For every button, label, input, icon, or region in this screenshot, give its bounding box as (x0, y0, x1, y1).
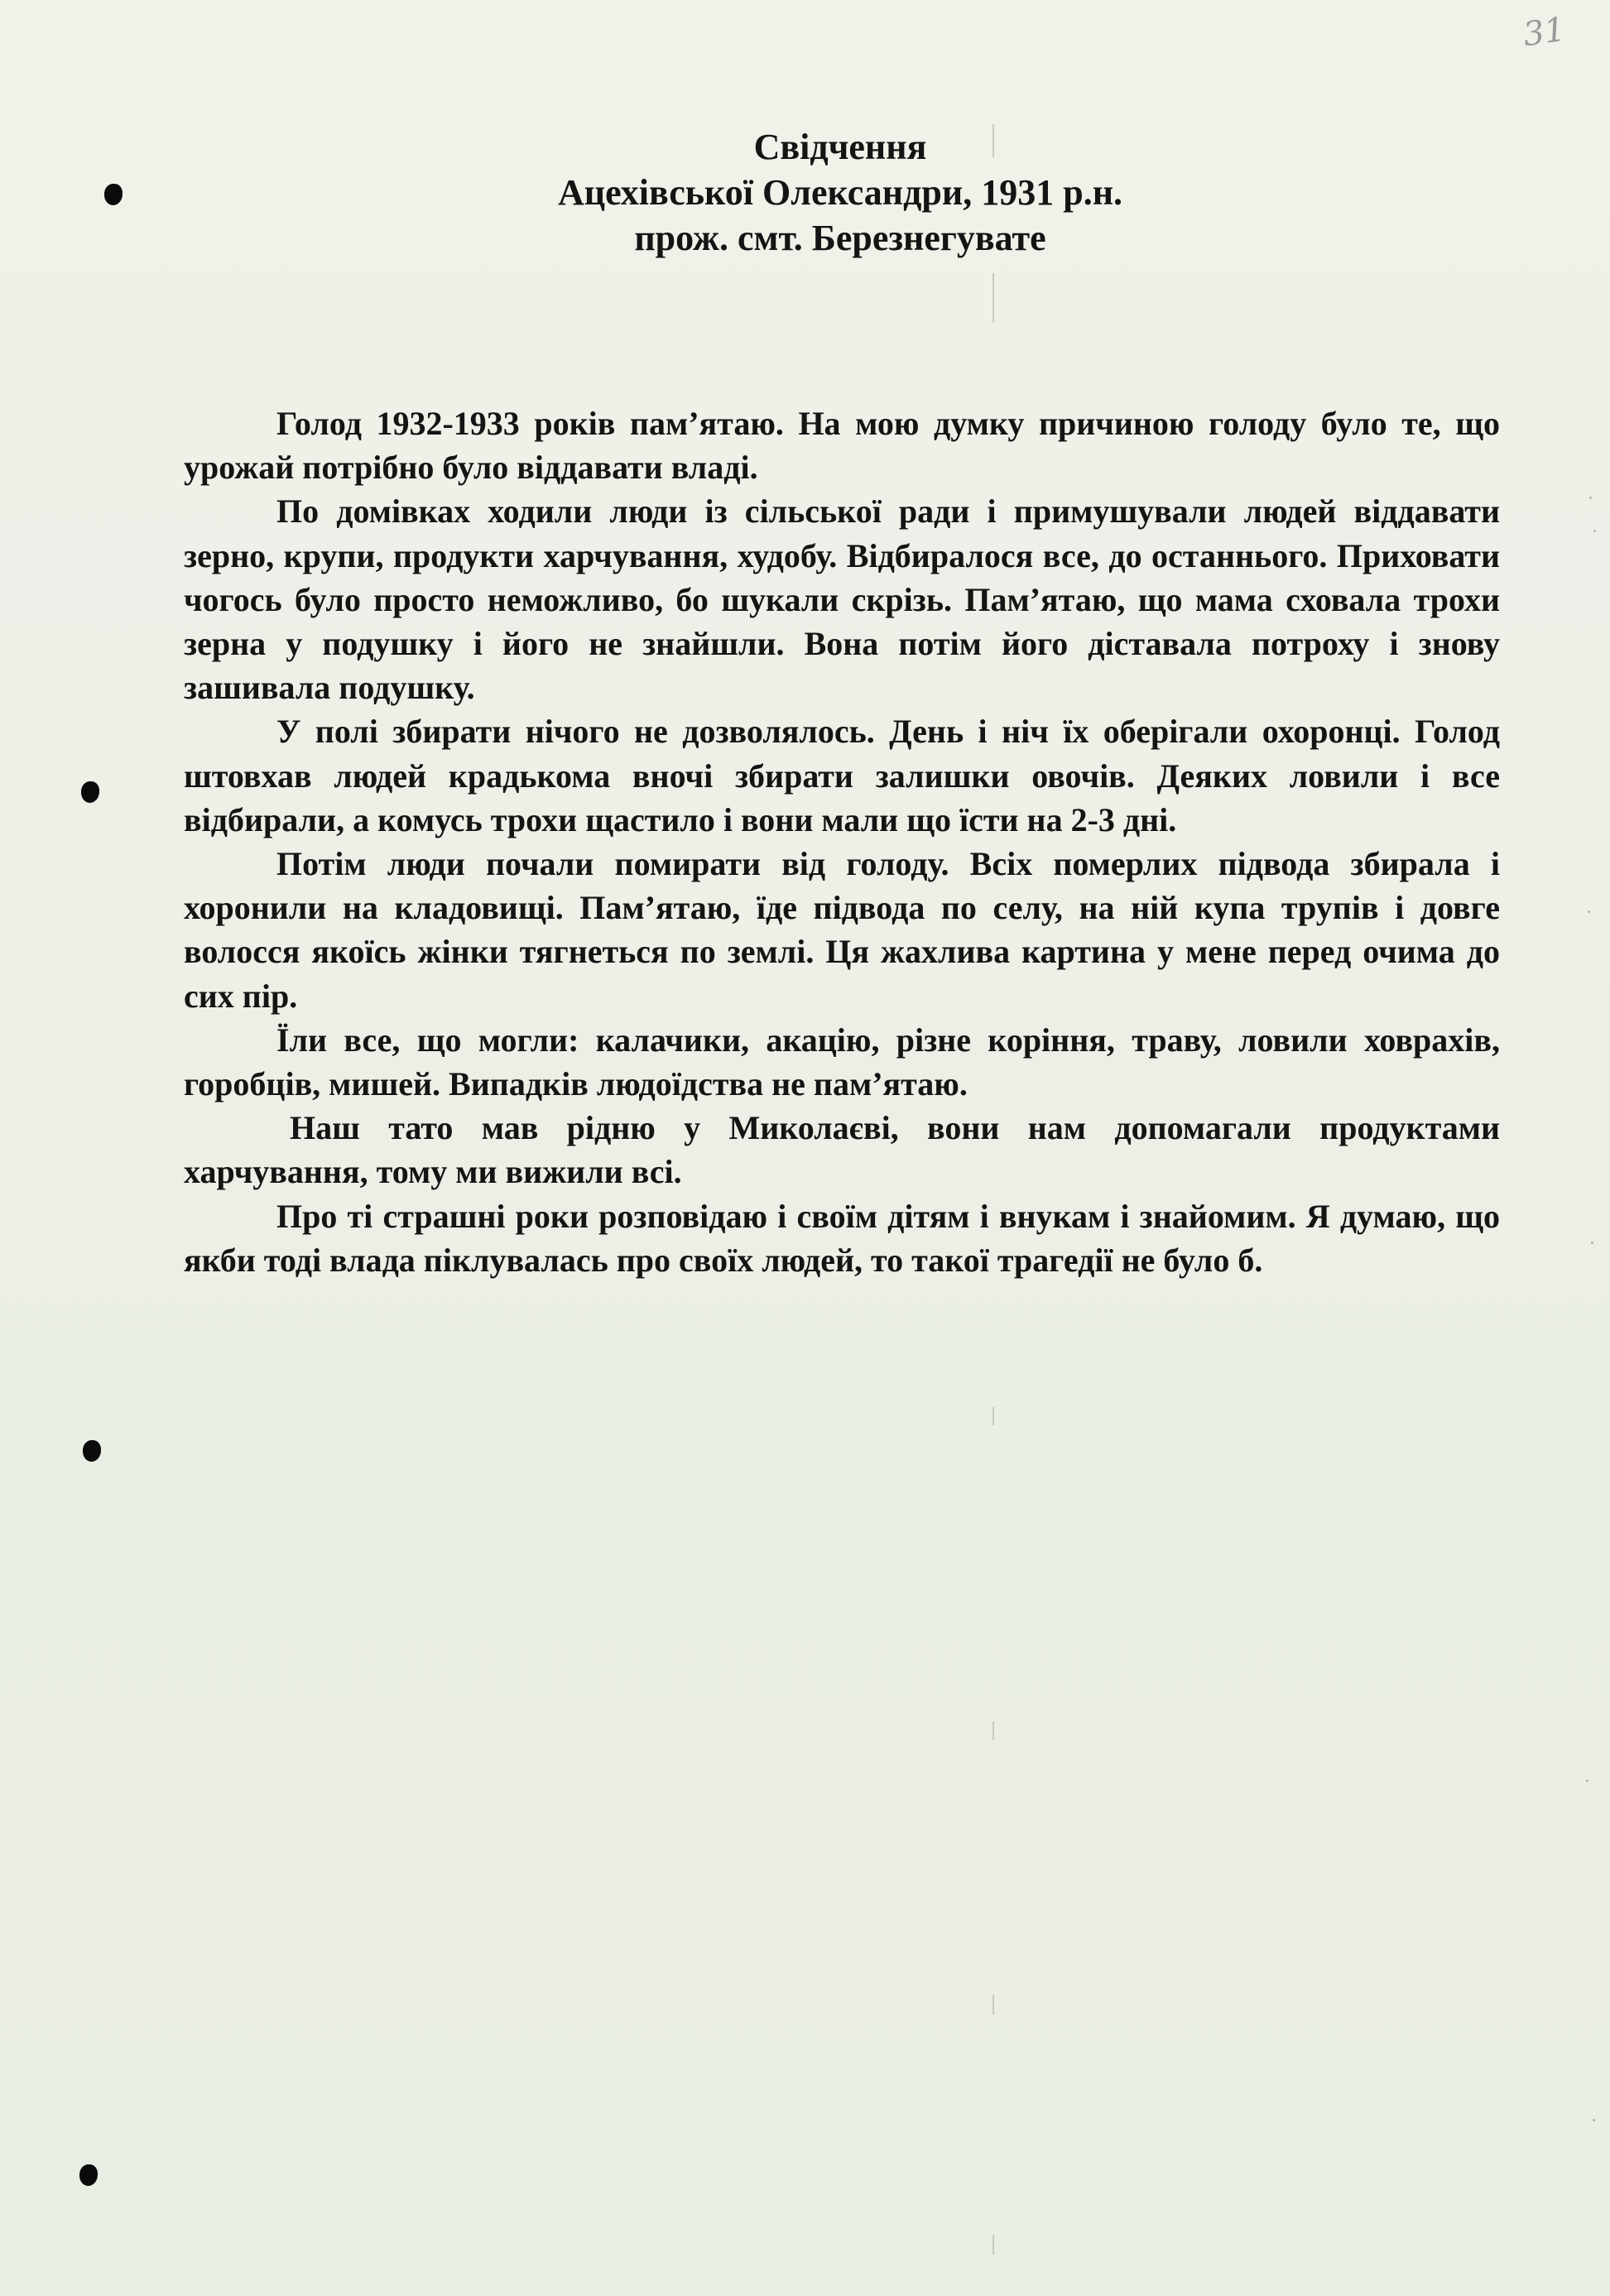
scan-speck (1591, 1242, 1593, 1244)
scan-speck (1589, 497, 1592, 499)
paragraph: Про ті страшні роки розповідаю і своїм дітям і внукам і знайомим. Я думаю, що якби тоді влада піклувалась про своїх людей, то такої трагедії не було б. (184, 1197, 1500, 1279)
testimony-body (184, 401, 1500, 1282)
punch-hole (83, 1440, 101, 1462)
title-residence: прож. смт. Березнегувате (634, 218, 1046, 258)
paragraph: Потім люди почали помирати від голоду. Всіх померлих підвода збирала і хоронили на кладовищі. Пам’ятаю, їде підвода по селу, на ній купа трупів і довге волосся якоїсь жінки тягнеться по землі. Ця жахлива картина у мене перед очима до сих пір. (184, 845, 1500, 1015)
scan-artifact (992, 1407, 994, 1425)
scan-artifact (992, 2235, 994, 2255)
scan-artifact (992, 124, 994, 157)
paragraph: По домівках ходили люди із сільської ради і примушували людей віддавати зерно, крупи, продукти харчування, худобу. Відбиралося все, до останнього. Приховати чогось було просто неможливо, бо шукали скрізь. Пам’ятаю, що мама сховала трохи зерна у подушку і його не знайшли. Вона потім його діставала потроху і знову зашивала подушку. (184, 492, 1500, 707)
scan-speck (1593, 2119, 1595, 2121)
page-number: 31 (1521, 10, 1569, 55)
scan-speck (1593, 530, 1596, 532)
punch-hole (79, 2164, 98, 2186)
scan-speck (1588, 910, 1590, 913)
title-heading: Свідчення (753, 127, 927, 167)
scan-artifact (992, 273, 994, 323)
punch-hole (81, 781, 99, 803)
scan-speck (1586, 1780, 1588, 1782)
paragraph: Їли все, що могли: калачики, акацію, різне коріння, траву, ловили ховрахів, горобців, мишей. Випадків людоїдства не пам’ятаю. (184, 1021, 1500, 1103)
paragraph: У полі збирати нічого не дозволялось. День і ніч їх оберігали охоронці. Голод штовхав людей крадькома вночі збирати залишки овочів. Деяких ловили і все відбирали, а комусь трохи щастило і вони мали що їсти на 2-3 дні. (184, 713, 1500, 838)
scan-artifact (992, 1995, 994, 2015)
document-title (0, 124, 1610, 261)
scan-artifact (992, 1722, 994, 1740)
title-witness-name: Ацехівської Олександри, 1931 р.н. (557, 172, 1123, 213)
paragraph: Наш тато мав рідню у Миколаєві, вони нам допомагали продуктами харчування, тому ми вижили всі. (184, 1109, 1500, 1191)
paragraph: Голод 1932-1933 років пам’ятаю. На мою думку причиною голоду було те, що урожай потрібно було віддавати владі. (184, 405, 1500, 487)
